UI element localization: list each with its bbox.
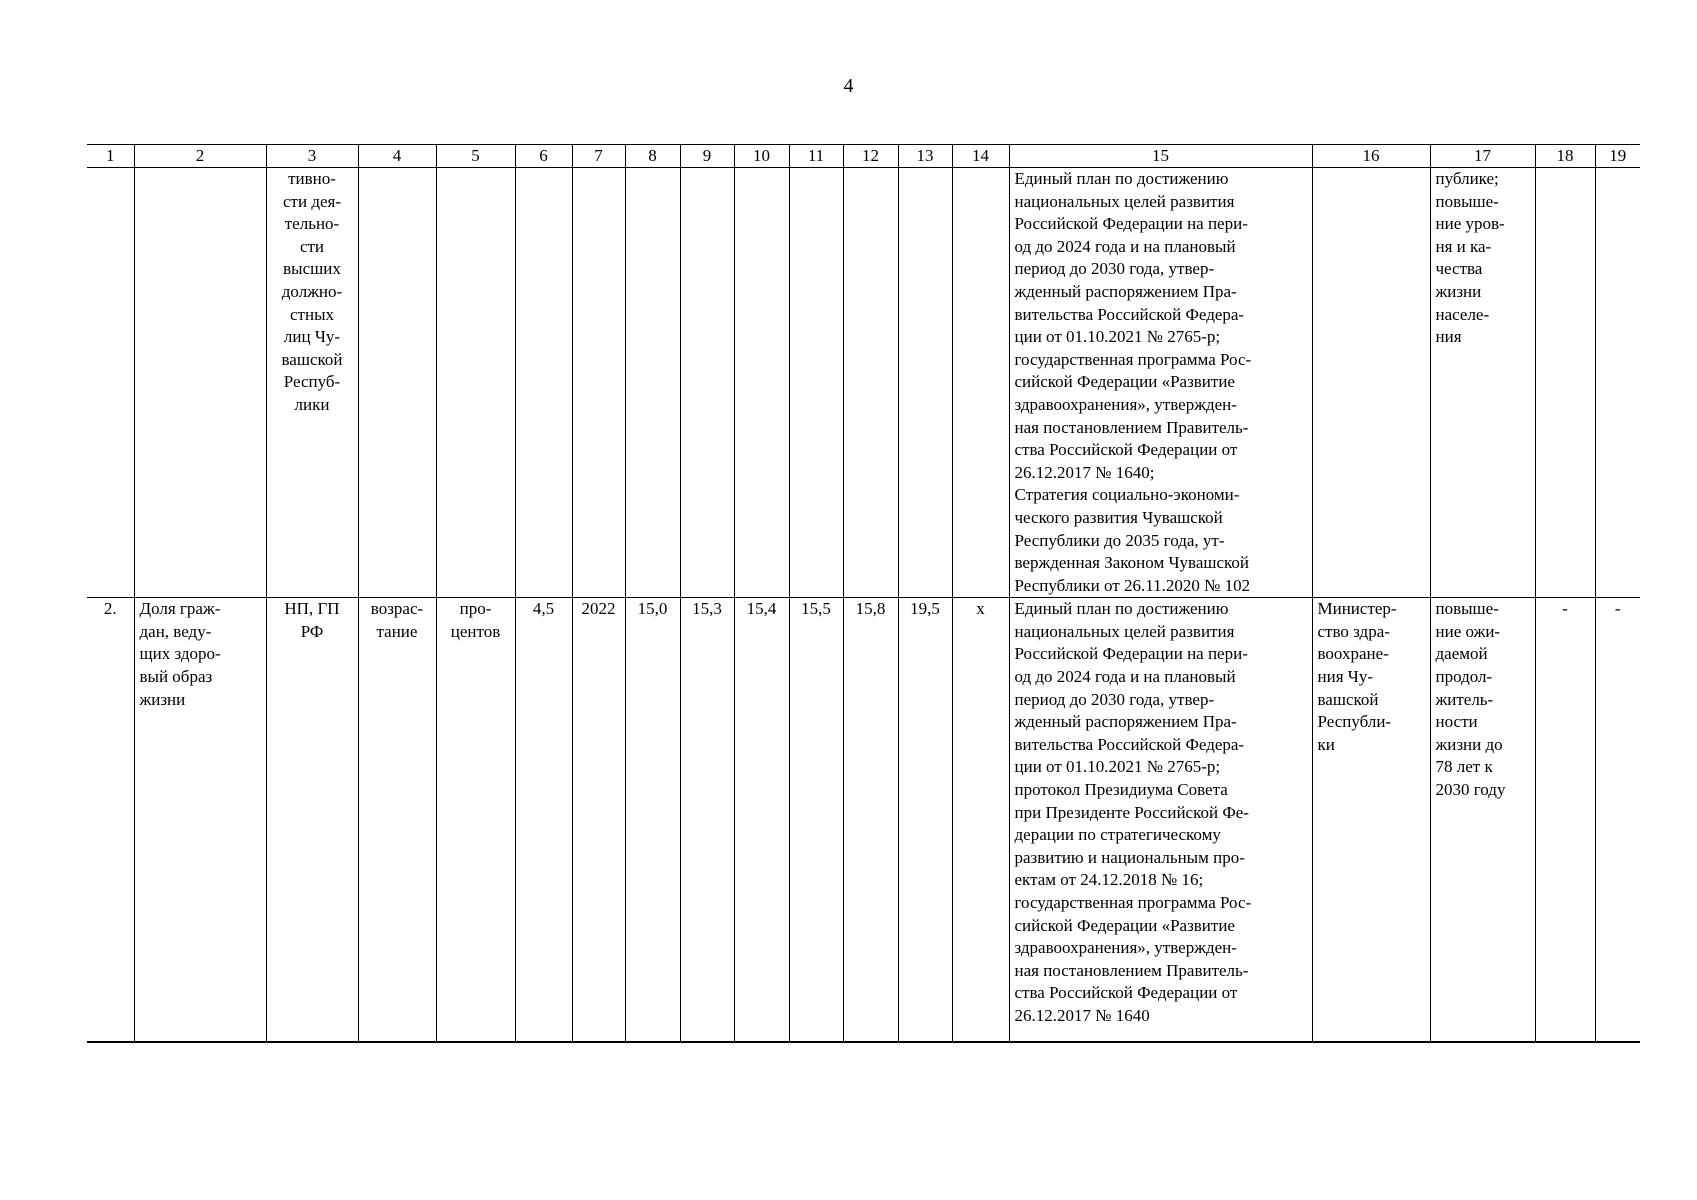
column-header: 16	[1312, 145, 1430, 168]
cell-text-line: ние ожи-	[1435, 621, 1501, 641]
cell-col19: -	[1595, 598, 1640, 1042]
cell-text-line: здравоохранения», утвержден-	[1014, 938, 1237, 958]
cell-text-line: национальных целей развития	[1014, 621, 1235, 641]
cell-text-line: ство здра-	[1317, 621, 1390, 641]
cell-documents	[1009, 598, 1312, 1042]
column-header: 15	[1009, 145, 1312, 168]
cell-text-line: сийской Федерации «Развитие	[1014, 372, 1235, 392]
cell-text-line: Республи-	[1317, 712, 1392, 732]
cell-value: 19,5	[898, 598, 952, 1042]
column-header: 2	[134, 145, 266, 168]
cell-documents	[1009, 168, 1312, 598]
cell-value: 15,8	[843, 598, 898, 1042]
column-number-header	[87, 145, 1640, 168]
cell-value	[734, 168, 789, 598]
cell-text-line: ная постановлением Правитель-	[1014, 417, 1249, 437]
cell-text-line: 26.12.2017 № 1640	[1014, 1005, 1150, 1025]
cell-text-line: жденный распоряжением Пра-	[1014, 281, 1237, 301]
cell-col18	[1535, 168, 1595, 598]
cell-base-year: 2022	[572, 598, 625, 1042]
cell-value	[680, 168, 734, 598]
cell-value	[789, 168, 843, 598]
cell-text-line: сийской Федерации «Развитие	[1014, 915, 1235, 935]
cell-text-line: период до 2030 года, утвер-	[1014, 259, 1215, 279]
cell-text-line: ная постановлением Правитель-	[1014, 960, 1249, 980]
cell-indicator-name	[134, 598, 266, 1042]
cell-text-line: НП, ГП	[284, 599, 340, 619]
cell-text-line: жизни	[139, 689, 186, 709]
table-row	[87, 168, 1640, 598]
cell-text-line: дерации по стратегическому	[1014, 825, 1221, 845]
cell-text-line: протокол Президиума Совета	[1014, 780, 1228, 800]
cell-text-line: од до 2024 года и на плановый	[1014, 236, 1236, 256]
cell-value: 15,5	[789, 598, 843, 1042]
cell-unit	[436, 598, 515, 1042]
cell-text-line: жизни до	[1435, 734, 1503, 754]
cell-level	[266, 598, 358, 1042]
cell-indicator-name	[134, 168, 266, 598]
column-header: 18	[1535, 145, 1595, 168]
column-header: 1	[87, 145, 134, 168]
cell-text-line: возрас-	[370, 599, 424, 619]
cell-responsible	[1312, 168, 1430, 598]
column-header: 13	[898, 145, 952, 168]
cell-value	[898, 168, 952, 598]
cell-text-line: вительства Российской Федера-	[1014, 734, 1245, 754]
cell-text-line: ности	[1435, 712, 1478, 732]
cell-text-line: тельно-	[284, 214, 340, 234]
cell-text-line: ческого развития Чувашской	[1014, 507, 1223, 527]
column-header: 14	[952, 145, 1009, 168]
cell-text-line: Доля граж-	[139, 599, 221, 619]
cell-text-line: вашской	[1317, 689, 1379, 709]
column-header: 9	[680, 145, 734, 168]
column-header: 19	[1595, 145, 1640, 168]
cell-text-line: лики	[294, 394, 330, 414]
cell-value	[625, 168, 680, 598]
cell-value: 15,3	[680, 598, 734, 1042]
cell-text-line: ки	[1317, 734, 1335, 754]
cell-text-line: Республики от 26.11.2020 № 102	[1014, 575, 1251, 595]
cell-text-line: публике;	[1435, 169, 1499, 188]
cell-value	[843, 168, 898, 598]
cell-text-line: стных	[290, 304, 334, 324]
cell-text-line: развитию и национальным про-	[1014, 847, 1245, 867]
cell-text-line: Министер-	[1317, 599, 1397, 619]
cell-base-value: 4,5	[515, 598, 572, 1042]
cell-responsible	[1312, 598, 1430, 1042]
cell-base-year	[572, 168, 625, 598]
cell-goal-link	[1430, 168, 1535, 598]
column-header: 5	[436, 145, 515, 168]
table-row	[87, 598, 1640, 1042]
cell-text-line: РФ	[300, 621, 324, 641]
cell-text-line: период до 2030 года, утвер-	[1014, 689, 1215, 709]
cell-text-line: здравоохранения», утвержден-	[1014, 394, 1237, 414]
cell-text-line: щих здоро-	[139, 644, 221, 664]
cell-value	[952, 168, 1009, 598]
cell-text-line: 78 лет к	[1435, 757, 1493, 777]
cell-text-line: Единый план по достижению	[1014, 169, 1229, 188]
cell-text-line: тание	[376, 621, 418, 641]
cell-text-line: жизни	[1435, 281, 1482, 301]
column-header: 4	[358, 145, 436, 168]
cell-text-line: Российской Федерации на пери-	[1014, 214, 1248, 234]
cell-trend	[358, 168, 436, 598]
cell-text-line: ции от 01.10.2021 № 2765-р;	[1014, 327, 1221, 347]
cell-text-line: од до 2024 года и на плановый	[1014, 667, 1236, 687]
cell-col18: -	[1535, 598, 1595, 1042]
cell-text-line: 26.12.2017 № 1640;	[1014, 462, 1155, 482]
indicators-table	[87, 144, 1640, 1043]
cell-text-line: ния	[1435, 327, 1462, 347]
cell-text-line: Стратегия социально-экономи-	[1014, 485, 1240, 505]
cell-text-line: даемой	[1435, 644, 1488, 664]
cell-text-line: ства Российской Федерации от	[1014, 440, 1238, 460]
cell-value: 15,4	[734, 598, 789, 1042]
cell-text-line: тивно-	[288, 169, 336, 188]
cell-text-line: дан, веду-	[139, 621, 212, 641]
page-number: 4	[843, 75, 854, 97]
cell-text-line: национальных целей развития	[1014, 191, 1235, 211]
column-header: 7	[572, 145, 625, 168]
cell-text-line: Российской Федерации на пери-	[1014, 644, 1248, 664]
cell-text-line: жденный распоряжением Пра-	[1014, 712, 1237, 732]
cell-text-line: ния Чу-	[1317, 667, 1373, 687]
cell-value: х	[952, 598, 1009, 1042]
cell-text-line: ции от 01.10.2021 № 2765-р;	[1014, 757, 1221, 777]
cell-text-line: чества	[1435, 259, 1483, 279]
cell-text-line: вашской	[281, 349, 343, 369]
cell-text-line: Респуб-	[283, 372, 341, 392]
cell-text-line: населе-	[1435, 304, 1490, 324]
column-header: 6	[515, 145, 572, 168]
cell-text-line: ня и ка-	[1435, 236, 1492, 256]
cell-text-line: Республики до 2035 года, ут-	[1014, 530, 1225, 550]
cell-text-line: лиц Чу-	[283, 327, 341, 347]
cell-base-value	[515, 168, 572, 598]
cell-text-line: про-	[459, 599, 492, 619]
cell-text-line: Единый план по достижению	[1014, 599, 1229, 619]
cell-text-line: 2030 году	[1435, 780, 1506, 800]
cell-col19	[1595, 168, 1640, 598]
cell-text-line: ектам от 24.12.2018 № 16;	[1014, 870, 1204, 890]
cell-text-line: должно-	[281, 281, 343, 301]
cell-value: 15,0	[625, 598, 680, 1042]
cell-level	[266, 168, 358, 598]
column-header: 3	[266, 145, 358, 168]
cell-trend	[358, 598, 436, 1042]
cell-text-line: вержденная Законом Чувашской	[1014, 553, 1249, 573]
cell-text-line: сти	[299, 236, 325, 256]
cell-goal-link	[1430, 598, 1535, 1042]
cell-text-line: ние уров-	[1435, 214, 1505, 234]
column-header: 17	[1430, 145, 1535, 168]
cell-text-line: повыше-	[1435, 599, 1499, 619]
cell-text-line: центов	[450, 621, 501, 641]
cell-text-line: ства Российской Федерации от	[1014, 983, 1238, 1003]
column-header: 10	[734, 145, 789, 168]
cell-number	[87, 168, 134, 598]
column-header: 11	[789, 145, 843, 168]
column-header: 8	[625, 145, 680, 168]
cell-text-line: продол-	[1435, 667, 1493, 687]
cell-text-line: воохране-	[1317, 644, 1389, 664]
cell-unit	[436, 168, 515, 598]
column-header: 12	[843, 145, 898, 168]
cell-text-line: сти дея-	[283, 191, 341, 211]
cell-text-line: при Президенте Российской Фе-	[1014, 802, 1249, 822]
cell-number: 2.	[87, 598, 134, 1042]
cell-text-line: повыше-	[1435, 191, 1499, 211]
cell-text-line: вый образ	[139, 667, 213, 687]
cell-text-line: высших	[283, 259, 341, 279]
cell-text-line: житель-	[1435, 689, 1494, 709]
cell-text-line: государственная программа Рос-	[1014, 893, 1252, 912]
cell-text-line: государственная программа Рос-	[1014, 349, 1252, 369]
cell-text-line: вительства Российской Федера-	[1014, 304, 1245, 324]
